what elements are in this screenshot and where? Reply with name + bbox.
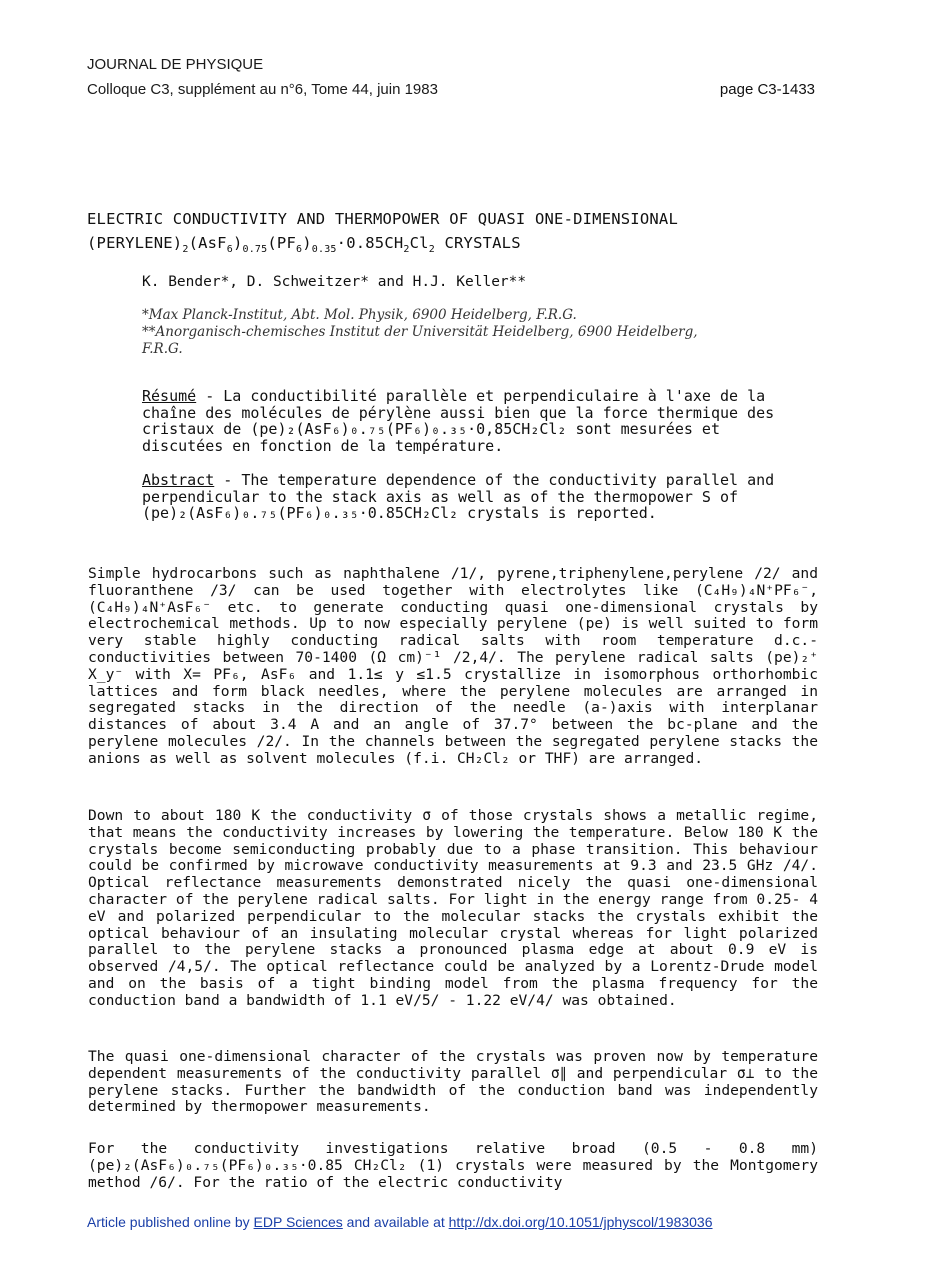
paper-title	[87, 207, 678, 255]
page-number: page C3-1433	[719, 81, 815, 98]
body-paragraph: Down to about 180 K the conductivity σ of those crystals shows a metallic regime, that means the conductivity increases by lowering the temperature. Below 180 K the crystals become semiconducting probably due to a phase transition. This behaviour could be confirmed by microwave conductivity measurements at 9.3 and 23.5 GHz /4/. Optical reflectance measurements demonstrated nicely the quasi one-dimensional character of the perylene radical salts. For light in the energy range from 0.25- 4 eV and polarized perpendicular to the molecular stacks the crystals exhibit the optical behaviour of an insulating molecular crystal whereas for light polarized parallel to the perylene stacks a pronounced plasma edge at about 0.9 eV is observed /4,5/. The optical reflectance could be analyzed by a Lorentz-Drude model and on the basis of a tight binding model from the plasma frequency for the conduction band a bandwidth of 1.1 eV/5/ - 1.22 eV/4/ was obtained.	[88, 807, 818, 1009]
resume-block	[142, 388, 802, 454]
body-paragraph: The quasi one-dimensional character of the crystals was proven now by temperature dependent measurements of the conductivity parallel σ∥ and perpendicular σ⊥ to the perylene stacks. Further the bandwidth of the conduction band was independently determined by thermopower measurements.	[88, 1048, 818, 1116]
footer-text-1: Article published online by	[87, 1214, 254, 1230]
doi-link[interactable]: http://dx.doi.org/10.1051/jphyscol/1983036	[448, 1214, 713, 1230]
affiliation-1: *Max Planck-Institut, Abt. Mol. Physik, 6900 Heidelberg, F.R.G.	[142, 307, 577, 323]
body-paragraph: Simple hydrocarbons such as naphthalene /1/, pyrene,triphenylene,perylene /2/ and fluoranthene /3/ can be used together with electrolytes like (C₄H₉)₄N⁺PF₆⁻, (C₄H₉)₄N⁺AsF₆⁻ etc. to generate conducting quasi one-dimensional crystals by electrochemical methods. Up to now especially perylene (pe) is well suited to form very stable highly conducting radical salts with room temperature d.c.-conductivities between 70-1400 (Ω cm)⁻¹ /2,4/. The perylene radical salts (pe)₂⁺ X_y⁻ with X= PF₆, AsF₆ and 1.1≤ y ≤1.5 crystallize in isomorphous orthorhombic lattices and form black needles, where the perylene molecules are arranged in segregated stacks in the direction of the needle (a-)axis with interplanar distances of about 3.4 A and an angle of 37.7° between the bc-plane and the perylene molecules /2/. In the channels between the segregated perylene stacks the anions as well as solvent molecules (f.i. CH₂Cl₂ or THF) are arranged.	[88, 565, 818, 767]
resume-label: Résumé	[142, 387, 197, 405]
abstract-block	[142, 472, 802, 522]
authors: K. Bender*, D. Schweitzer* and H.J. Keller**	[142, 274, 527, 290]
journal-name: JOURNAL DE PHYSIQUE	[87, 56, 264, 73]
publication-footer	[87, 1214, 713, 1230]
body-paragraph: For the conductivity investigations relative broad (0.5 - 0.8 mm) (pe)₂(AsF₆)₀.₇₅(PF₆)₀.₃₅·0.85 CH₂Cl₂ (1) crystals were measured by the Montgomery method /6/. For the ratio of the electric conductivity	[88, 1140, 818, 1191]
affiliation-2: **Anorganisch-chemisches Institut der Universität Heidelberg, 6900 Heidelberg,	[142, 324, 698, 340]
abstract-label: Abstract	[142, 471, 215, 489]
affiliation-2-cont: F.R.G.	[142, 341, 183, 357]
title-line-2: $(PERYLENE)_2(AsF_6)_{0.75}(PF_6)_{0.35}\cdot 0.85CH_2Cl_2$ CRYSTALS	[87, 234, 521, 256]
footer-text-2: and available at	[342, 1214, 449, 1230]
colloque-info: Colloque C3, supplément au n°6, Tome 44, juin 1983	[87, 81, 438, 98]
abstract-text: - The temperature dependence of the conductivity parallel and perpendicular to the stack axis as well as of the thermopower S of (pe)₂(AsF₆)₀.₇₅(PF₆)₀.₃₅·0.85CH₂Cl₂ crystals is reported.	[142, 471, 775, 522]
affiliations	[142, 307, 698, 358]
edp-sciences-link[interactable]: EDP Sciences	[253, 1214, 343, 1230]
title-line-1: ELECTRIC CONDUCTIVITY AND THERMOPOWER OF QUASI ONE-DIMENSIONAL	[87, 210, 678, 228]
resume-text: - La conductibilité parallèle et perpendiculaire à l'axe de la chaîne des molécules de pérylène aussi bien que la force thermique des cristaux de (pe)₂(AsF₆)₀.₇₅(PF₆)₀.₃₅·0,85CH₂Cl₂ sont mesurées et discutées en fonction de la température.	[142, 387, 775, 455]
